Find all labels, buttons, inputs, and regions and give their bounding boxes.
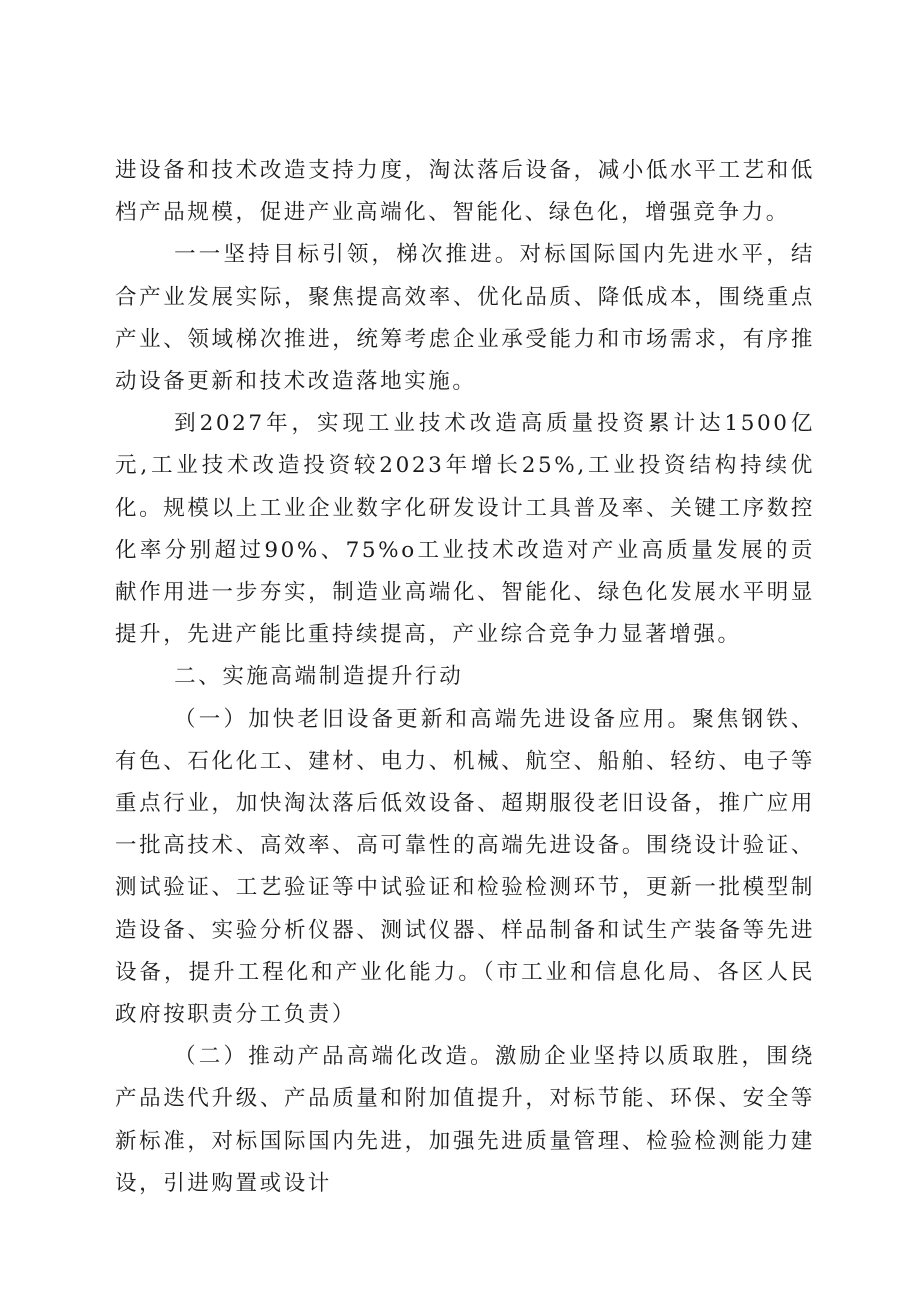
paragraph-equipment-update: （一）加快老旧设备更新和高端先进设备应用。聚焦钢铁、有色、石化化工、建材、电力、机械、航空、船舶、轻纺、电子等重点行业，加快淘汰落后低效设备、超期服役老旧设备，推广应用一批高技术、高效率、高可靠性的高端先进设备。围绕设计验证、测试验证、工艺验证等中试验证和检验检测环节，更新一批模型制造设备、实验分析仪器、测试仪器、样品制备和试生产装备等先进设备，提升工程化和产业化能力。（市工业和信息化局、各区人民政府按职责分工负责） (115, 706, 815, 1028)
paragraph-continuation: 进设备和技术改造支持力度，淘汰落后设备，减小低水平工艺和低档产品规模，促进产业高端化、智能化、绿色化，增强竞争力。 (115, 158, 815, 226)
section-heading: 二、实施高端制造提升行动 (174, 664, 464, 690)
paragraph-product-upgrade: （二）推动产品高端化改造。激励企业坚持以质取胜，围绕产品迭代升级、产品质量和附加值提升，对标节能、环保、安全等新标准，对标国际国内先进，加强先进质量管理、检验检测能力建设，引进购置或设计 (115, 1044, 815, 1196)
paragraph-target-guidance: 一一坚持目标引领，梯次推进。对标国际国内先进水平，结合产业发展实际，聚焦提高效率、优化品质、降低成本，围绕重点产业、领域梯次推进，统筹考虑企业承受能力和市场需求，有序推动设备更新和技术改造落地实施。 (115, 242, 815, 395)
document-body (115, 150, 815, 1205)
paragraph-2027-goals: 到2027年，实现工业技术改造高质量投资累计达1500亿元,工业技术改造投资较2023年增长25%,工业投资结构持续优化。规模以上工业企业数字化研发设计工具普及率、关键工序数控化率分别超过90%、75%o工业技术改造对产业高质量发展的贡献作用进一步夯实，制造业高端化、智能化、绿色化发展水平明显提升，先进产能比重持续提高，产业综合竞争力显著增强。 (115, 411, 815, 648)
